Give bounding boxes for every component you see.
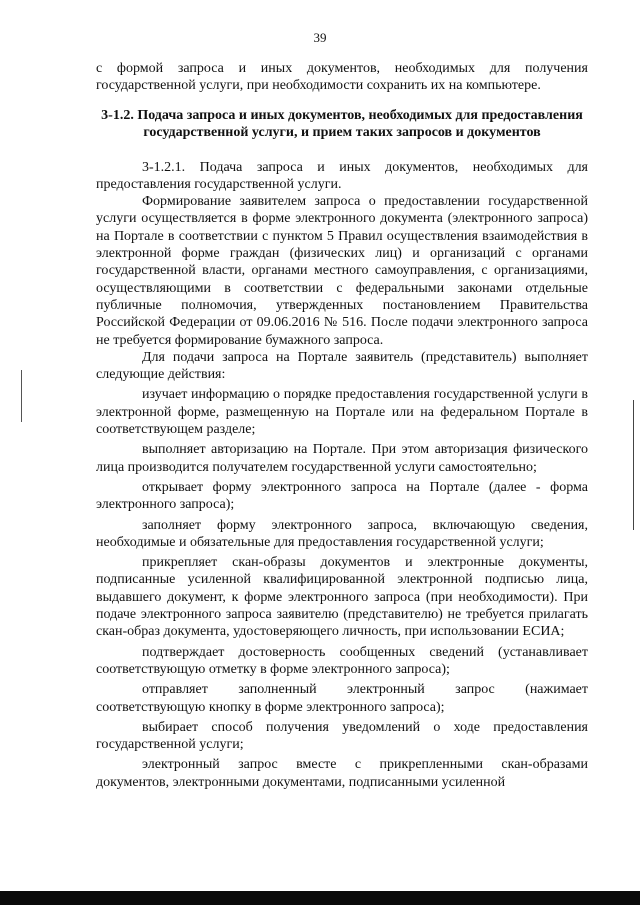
- list-item: прикрепляет скан-образы документов и электронные документы, подписанные усиленной квалифицированной электронной подписью лица, выдавшего документ, к форме электронного запроса (при необходимости). При подаче электронного запроса заявителю (представителю) не требуется прилагать скан-образ документа, удостоверяющего личность, при использовании ЕСИА;: [96, 555, 588, 640]
- paragraph: Для подачи запроса на Портале заявитель (представитель) выполняет следующие действия:: [96, 349, 588, 383]
- margin-scan-mark: [633, 400, 634, 530]
- list-item: открывает форму электронного запроса на Портале (далее - форма электронного запроса);: [96, 479, 588, 513]
- list-item: отправляет заполненный электронный запрос (нажимает соответствующую кнопку в форме электронного запроса);: [96, 682, 588, 715]
- list-item: выполняет авторизацию на Портале. При этом авторизация физического лица производится получателем государственной услуги самостоятельно;: [96, 442, 588, 475]
- document-body: [96, 60, 588, 791]
- paragraph: 3-1.2.1. Подача запроса и иных документов, необходимых для предоставления государственной услуги.: [96, 159, 588, 192]
- list-item: изучает информацию о порядке предоставления государственной услуги в электронной форме, размещенную на Портале или на федеральном Портале в соответствующем разделе;: [96, 387, 588, 438]
- list-item: выбирает способ получения уведомлений о ходе предоставления государственной услуги;: [96, 719, 588, 753]
- paragraph: Формирование заявителем запроса о предоставлении государственной услуги осуществляется в форме электронного документа (электронного запроса) на Портале в соответствии с пунктом 5 Правил осуществления взаимодействия в электронной форме граждан (физических лиц) и организаций с органами государственной власти, органами местного самоуправления, с организациями, осуществляющими в соответствии с федеральными законами отдельные публичные полномочия, утвержденных постановлением Правительства Российской Федерации от 09.06.2016 № 516. После подачи электронного запроса не требуется формирование бумажного запроса.: [96, 194, 588, 348]
- margin-scan-mark: [21, 370, 22, 422]
- intro-paragraph: с формой запроса и иных документов, необходимых для получения государственной услуги, при необходимости сохранить их на компьютере.: [96, 61, 588, 94]
- list-item: заполняет форму электронного запроса, включающую сведения, необходимые и обязательные для предоставления государственной услуги;: [96, 517, 588, 550]
- scan-bottom-edge: [0, 891, 640, 905]
- list-item: подтверждает достоверность сообщенных сведений (устанавливает соответствующую отметку в форме электронного запроса);: [96, 644, 588, 677]
- section-heading: 3-1.2. Подача запроса и иных документов, необходимых для предоставления государственной услуги, и прием таких запросов и документов: [101, 107, 583, 140]
- closing-paragraph: электронный запрос вместе с прикрепленными скан-образами документов, электронными документами, подписанными усиленной: [96, 757, 588, 790]
- page-number: 39: [313, 30, 327, 45]
